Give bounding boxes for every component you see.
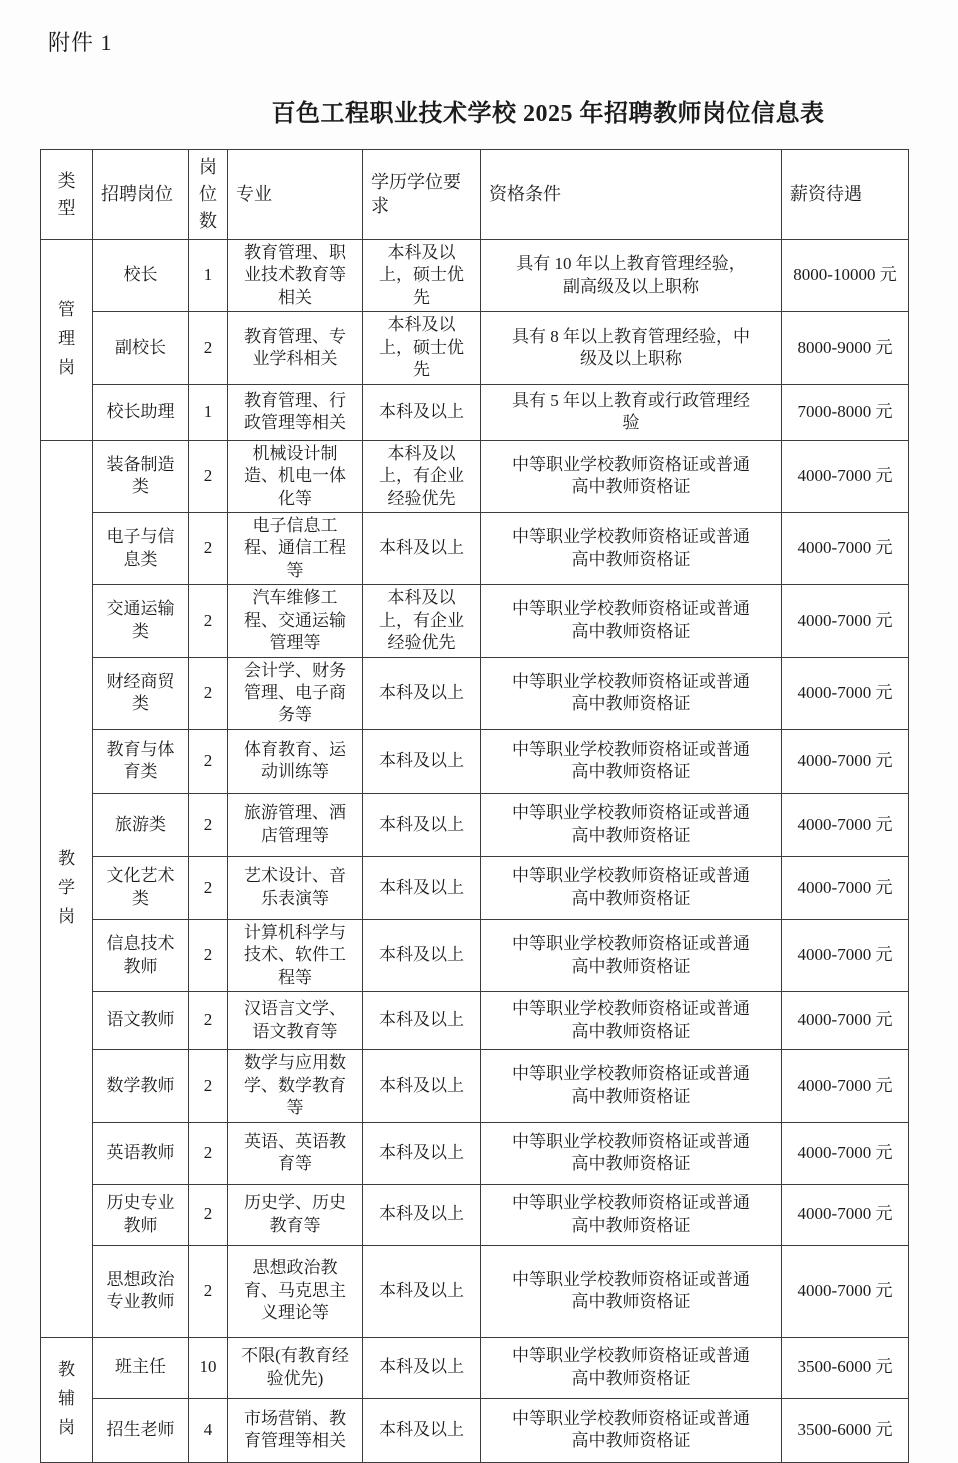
major-cell: 电子信息工程、通信工程等	[228, 512, 363, 584]
count-cell: 2	[189, 1122, 228, 1184]
table-row	[41, 240, 909, 312]
education-cell: 本科及以上，有企业经验优先	[363, 585, 481, 657]
table-row	[41, 1398, 909, 1462]
table-row	[41, 1337, 909, 1398]
header-count: 岗位数	[189, 150, 228, 240]
education-cell: 本科及以上	[363, 1184, 481, 1245]
position-cell: 教育与体育类	[93, 729, 189, 793]
salary-cell: 4000-7000 元	[782, 512, 909, 584]
salary-cell: 4000-7000 元	[782, 585, 909, 657]
recruitment-table	[40, 149, 909, 1463]
table-row	[41, 729, 909, 793]
count-cell: 2	[189, 1050, 228, 1122]
header-qualification: 资格条件	[481, 150, 782, 240]
position-cell: 财经商贸类	[93, 657, 189, 729]
education-cell: 本科及以上	[363, 657, 481, 729]
table-row	[41, 1245, 909, 1337]
qualification-cell: 中等职业学校教师资格证或普通高中教师资格证	[481, 1337, 782, 1398]
table-row	[41, 1184, 909, 1245]
qualification-cell: 中等职业学校教师资格证或普通高中教师资格证	[481, 1122, 782, 1184]
major-cell: 市场营销、教育管理等相关	[228, 1398, 363, 1462]
attachment-label: 附件 1	[48, 30, 113, 55]
qualification-cell: 中等职业学校教师资格证或普通高中教师资格证	[481, 992, 782, 1050]
major-cell: 英语、英语教育等	[228, 1122, 363, 1184]
count-cell: 2	[189, 1245, 228, 1337]
count-cell: 2	[189, 729, 228, 793]
education-cell: 本科及以上	[363, 1337, 481, 1398]
qualification-cell: 中等职业学校教师资格证或普通高中教师资格证	[481, 585, 782, 657]
salary-cell: 8000-10000 元	[782, 240, 909, 312]
qualification-cell: 中等职业学校教师资格证或普通高中教师资格证	[481, 793, 782, 856]
count-cell: 10	[189, 1337, 228, 1398]
major-cell: 计算机科学与技术、软件工程等	[228, 919, 363, 991]
table-header-row	[41, 150, 909, 240]
position-cell: 英语教师	[93, 1122, 189, 1184]
education-cell: 本科及以上，硕士优先	[363, 240, 481, 312]
table-row	[41, 856, 909, 919]
count-cell: 2	[189, 585, 228, 657]
table-row	[41, 512, 909, 584]
count-cell: 1	[189, 240, 228, 312]
salary-cell: 8000-9000 元	[782, 312, 909, 384]
education-cell: 本科及以上	[363, 1122, 481, 1184]
major-cell: 会计学、财务管理、电子商务等	[228, 657, 363, 729]
table-row	[41, 992, 909, 1050]
major-cell: 汽车维修工程、交通运输管理等	[228, 585, 363, 657]
count-cell: 2	[189, 440, 228, 512]
major-cell: 艺术设计、音乐表演等	[228, 856, 363, 919]
table-row	[41, 585, 909, 657]
position-cell: 信息技术教师	[93, 919, 189, 991]
education-cell: 本科及以上	[363, 1245, 481, 1337]
major-cell: 汉语言文学、语文教育等	[228, 992, 363, 1050]
salary-cell: 4000-7000 元	[782, 440, 909, 512]
education-cell: 本科及以上	[363, 1398, 481, 1462]
position-cell: 思想政治专业教师	[93, 1245, 189, 1337]
education-cell: 本科及以上	[363, 992, 481, 1050]
count-cell: 2	[189, 512, 228, 584]
position-cell: 班主任	[93, 1337, 189, 1398]
salary-cell: 4000-7000 元	[782, 1245, 909, 1337]
major-cell: 教育管理、职业技术教育等相关	[228, 240, 363, 312]
salary-cell: 3500-6000 元	[782, 1398, 909, 1462]
salary-cell: 4000-7000 元	[782, 1184, 909, 1245]
qualification-cell: 中等职业学校教师资格证或普通高中教师资格证	[481, 1050, 782, 1122]
position-cell: 历史专业教师	[93, 1184, 189, 1245]
major-cell: 历史学、历史教育等	[228, 1184, 363, 1245]
position-cell: 语文教师	[93, 992, 189, 1050]
count-cell: 2	[189, 856, 228, 919]
qualification-cell: 中等职业学校教师资格证或普通高中教师资格证	[481, 1398, 782, 1462]
group-type-cell: 教辅岗	[41, 1337, 93, 1462]
education-cell: 本科及以上，有企业经验优先	[363, 440, 481, 512]
position-cell: 招生老师	[93, 1398, 189, 1462]
position-cell: 数学教师	[93, 1050, 189, 1122]
salary-cell: 4000-7000 元	[782, 1122, 909, 1184]
position-cell: 副校长	[93, 312, 189, 384]
salary-cell: 4000-7000 元	[782, 793, 909, 856]
qualification-cell: 中等职业学校教师资格证或普通高中教师资格证	[481, 919, 782, 991]
qualification-cell: 具有 8 年以上教育管理经验，中级及以上职称	[481, 312, 782, 384]
salary-cell: 4000-7000 元	[782, 919, 909, 991]
table-row	[41, 1050, 909, 1122]
salary-cell: 4000-7000 元	[782, 729, 909, 793]
qualification-cell: 具有 10 年以上教育管理经验，副高级及以上职称	[481, 240, 782, 312]
qualification-cell: 中等职业学校教师资格证或普通高中教师资格证	[481, 1184, 782, 1245]
position-cell: 文化艺术类	[93, 856, 189, 919]
count-cell: 2	[189, 793, 228, 856]
header-major: 专业	[228, 150, 363, 240]
qualification-cell: 中等职业学校教师资格证或普通高中教师资格证	[481, 440, 782, 512]
major-cell: 体育教育、运动训练等	[228, 729, 363, 793]
position-cell: 电子与信息类	[93, 512, 189, 584]
header-salary: 薪资待遇	[782, 150, 909, 240]
table-row	[41, 657, 909, 729]
education-cell: 本科及以上，硕士优先	[363, 312, 481, 384]
table-row	[41, 1122, 909, 1184]
qualification-cell: 中等职业学校教师资格证或普通高中教师资格证	[481, 856, 782, 919]
count-cell: 2	[189, 657, 228, 729]
education-cell: 本科及以上	[363, 384, 481, 440]
salary-cell: 4000-7000 元	[782, 856, 909, 919]
education-cell: 本科及以上	[363, 793, 481, 856]
qualification-cell: 中等职业学校教师资格证或普通高中教师资格证	[481, 1245, 782, 1337]
salary-cell: 4000-7000 元	[782, 657, 909, 729]
count-cell: 2	[189, 1184, 228, 1245]
count-cell: 2	[189, 919, 228, 991]
position-cell: 旅游类	[93, 793, 189, 856]
position-cell: 校长	[93, 240, 189, 312]
salary-cell: 7000-8000 元	[782, 384, 909, 440]
page-title: 百色工程职业技术学校 2025 年招聘教师岗位信息表	[271, 101, 825, 127]
salary-cell: 4000-7000 元	[782, 992, 909, 1050]
table-row	[41, 312, 909, 384]
major-cell: 机械设计制造、机电一体化等	[228, 440, 363, 512]
table-row	[41, 384, 909, 440]
count-cell: 4	[189, 1398, 228, 1462]
header-education: 学历学位要求	[363, 150, 481, 240]
education-cell: 本科及以上	[363, 512, 481, 584]
header-position: 招聘岗位	[93, 150, 189, 240]
education-cell: 本科及以上	[363, 1050, 481, 1122]
group-type-cell: 管理岗	[41, 240, 93, 441]
count-cell: 1	[189, 384, 228, 440]
table-row	[41, 919, 909, 991]
major-cell: 思想政治教育、马克思主义理论等	[228, 1245, 363, 1337]
count-cell: 2	[189, 992, 228, 1050]
table-row	[41, 793, 909, 856]
table-row	[41, 440, 909, 512]
major-cell: 不限(有教育经验优先)	[228, 1337, 363, 1398]
count-cell: 2	[189, 312, 228, 384]
qualification-cell: 具有 5 年以上教育或行政管理经验	[481, 384, 782, 440]
position-cell: 校长助理	[93, 384, 189, 440]
qualification-cell: 中等职业学校教师资格证或普通高中教师资格证	[481, 657, 782, 729]
qualification-cell: 中等职业学校教师资格证或普通高中教师资格证	[481, 729, 782, 793]
salary-cell: 3500-6000 元	[782, 1337, 909, 1398]
education-cell: 本科及以上	[363, 919, 481, 991]
major-cell: 数学与应用数学、数学教育等	[228, 1050, 363, 1122]
position-cell: 装备制造类	[93, 440, 189, 512]
education-cell: 本科及以上	[363, 856, 481, 919]
group-type-cell: 教学岗	[41, 440, 93, 1337]
qualification-cell: 中等职业学校教师资格证或普通高中教师资格证	[481, 512, 782, 584]
education-cell: 本科及以上	[363, 729, 481, 793]
major-cell: 旅游管理、酒店管理等	[228, 793, 363, 856]
major-cell: 教育管理、专业学科相关	[228, 312, 363, 384]
major-cell: 教育管理、行政管理等相关	[228, 384, 363, 440]
position-cell: 交通运输类	[93, 585, 189, 657]
salary-cell: 4000-7000 元	[782, 1050, 909, 1122]
header-type: 类型	[41, 150, 93, 240]
